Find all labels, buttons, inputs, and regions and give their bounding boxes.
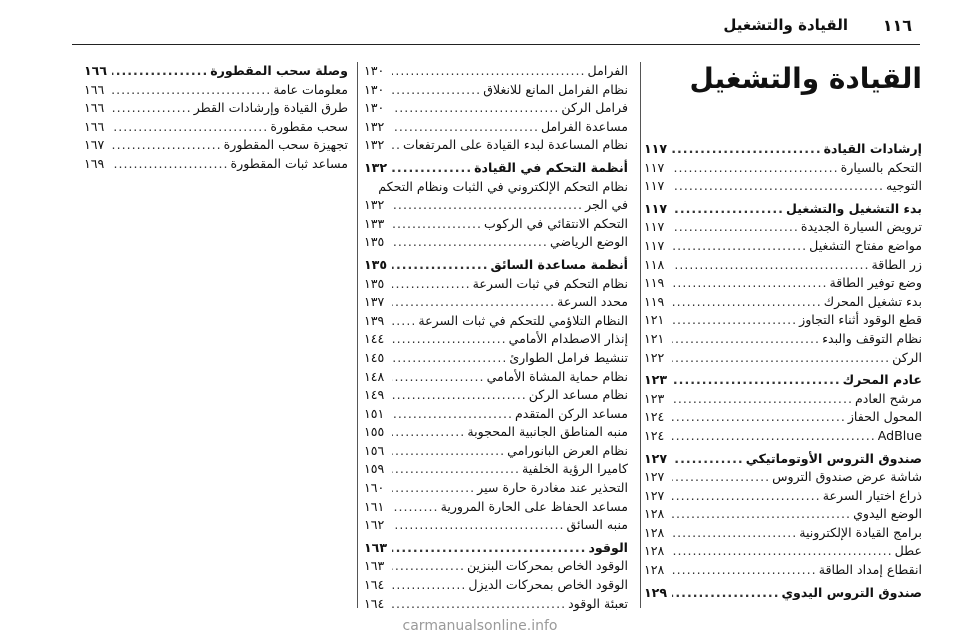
toc-entry-label: قطع الوقود أثناء التجاوز bbox=[799, 312, 922, 328]
toc-page-number: ١٣٢ bbox=[364, 118, 385, 134]
toc-page-number: ١١٧ bbox=[644, 141, 668, 156]
toc-entry[interactable] bbox=[644, 256, 922, 275]
toc-entry-label: الوقود الخاص بمحركات البنزين bbox=[466, 558, 628, 574]
dot-leader bbox=[392, 479, 475, 498]
dot-leader bbox=[672, 349, 890, 368]
dot-leader bbox=[672, 584, 780, 603]
toc-page-number: ١٢٣ bbox=[644, 372, 668, 388]
dot-leader bbox=[672, 256, 870, 275]
toc-page-number: ١٣٢ bbox=[364, 137, 385, 153]
toc-entry[interactable] bbox=[364, 405, 628, 424]
dot-leader bbox=[672, 311, 797, 330]
toc-entry-label: بدء التشغيل والتشغيل bbox=[785, 200, 922, 216]
dot-leader bbox=[392, 196, 583, 215]
dot-leader bbox=[672, 505, 851, 524]
dot-leader bbox=[392, 312, 416, 331]
toc-page-number: ١١٧ bbox=[644, 159, 665, 175]
toc-column-middle bbox=[364, 62, 628, 613]
toc-page-number: ١٣٠ bbox=[364, 100, 385, 116]
toc-entry-label: المحول الحفاز bbox=[847, 409, 922, 425]
toc-entry[interactable] bbox=[644, 468, 922, 487]
dot-leader bbox=[672, 468, 770, 487]
dot-leader bbox=[672, 177, 884, 196]
toc-entry[interactable] bbox=[364, 275, 628, 294]
toc-entry[interactable] bbox=[84, 118, 348, 137]
toc-entry[interactable] bbox=[364, 423, 628, 442]
toc-page-number: ١٢٧ bbox=[644, 450, 668, 466]
toc-page-number: ١٦٦ bbox=[84, 81, 105, 97]
dot-leader bbox=[112, 81, 271, 100]
dot-leader bbox=[392, 215, 482, 234]
toc-page-number: ١٢١ bbox=[644, 312, 665, 328]
dot-leader bbox=[392, 349, 507, 368]
toc-entry[interactable] bbox=[84, 99, 348, 118]
toc-entry-label: طرق القيادة وإرشادات القطر bbox=[193, 100, 348, 116]
toc-entry[interactable] bbox=[644, 408, 922, 427]
dot-leader bbox=[392, 62, 586, 81]
toc-entry[interactable] bbox=[364, 368, 628, 387]
toc-entry-label: انقطاع إمداد الطاقة bbox=[818, 562, 922, 578]
toc-page-number: ١١٧ bbox=[644, 200, 668, 216]
toc-list-left bbox=[84, 62, 348, 174]
dot-leader bbox=[672, 159, 839, 178]
dot-leader bbox=[672, 408, 846, 427]
toc-entry-label: شاشة عرض صندوق التروس bbox=[772, 469, 922, 485]
toc-entry-label: كاميرا الرؤية الخلفية bbox=[521, 461, 628, 477]
toc-entry-label: AdBlue bbox=[877, 427, 922, 443]
toc-entry-label: الوضع اليدوي bbox=[853, 506, 922, 522]
toc-page-number: ١٣٥ bbox=[364, 256, 388, 272]
toc-page-number: ١٤٩ bbox=[364, 387, 385, 403]
toc-page-number: ١٦٠ bbox=[364, 480, 385, 496]
toc-entry-label: ذراع اختيار السرعة bbox=[822, 487, 922, 503]
dot-leader bbox=[112, 62, 208, 81]
toc-page-number: ١٢٨ bbox=[644, 543, 665, 559]
page-number: ١١٦ bbox=[882, 16, 912, 35]
toc-entry-label: مساعد الركن المتقدم bbox=[514, 405, 628, 421]
toc-page-number: ١١٧ bbox=[644, 178, 665, 194]
dot-leader bbox=[392, 460, 520, 479]
toc-page-number: ١٣٣ bbox=[364, 215, 385, 231]
toc-entry-label: مساعدة الفرامل bbox=[541, 118, 628, 134]
toc-page-number: ١٥٦ bbox=[364, 442, 385, 458]
toc-entry[interactable] bbox=[364, 557, 628, 576]
toc-entry-label: وضع توفير الطاقة bbox=[829, 275, 922, 291]
toc-entry[interactable] bbox=[364, 386, 628, 405]
toc-entry[interactable] bbox=[644, 561, 922, 580]
toc-entry-label: الوقود الخاص بمحركات الديزل bbox=[468, 577, 628, 593]
toc-page-number: ١١٩ bbox=[644, 293, 665, 309]
toc-page-number: ١٦١ bbox=[364, 498, 385, 514]
dot-leader bbox=[392, 516, 564, 535]
dot-leader bbox=[112, 155, 229, 174]
toc-entry-label: التحكم بالسيارة bbox=[840, 159, 922, 175]
toc-entry-label: إرشادات القيادة bbox=[823, 141, 922, 156]
dot-leader bbox=[392, 423, 465, 442]
toc-page-number: ١١٧ bbox=[644, 219, 665, 235]
toc-entry-label: ترويض السيارة الجديدة bbox=[800, 219, 922, 235]
toc-page-number: ١١٩ bbox=[644, 275, 665, 291]
toc-entry[interactable] bbox=[364, 99, 628, 118]
footer-watermark: carmanualsonline.info bbox=[402, 618, 558, 634]
toc-entry-label: عطل bbox=[894, 543, 922, 559]
toc-page-number: ١٣٥ bbox=[364, 234, 385, 250]
toc-entry-label: الوضع الرياضي bbox=[549, 234, 628, 250]
toc-entry-label: فرامل الركن bbox=[561, 100, 628, 116]
dot-leader bbox=[392, 275, 471, 294]
toc-entry-label: التحكم الانتقائي في الركوب bbox=[484, 215, 628, 231]
toc-page-number: ١٣٧ bbox=[364, 294, 385, 310]
toc-entry-label: الوقود bbox=[588, 539, 628, 555]
toc-entry-label: نظام مساعد الركن bbox=[528, 387, 628, 403]
toc-page-number: ١٦٦ bbox=[84, 100, 105, 116]
toc-entry[interactable] bbox=[364, 178, 628, 197]
toc-entry[interactable] bbox=[84, 155, 348, 174]
toc-entry-label: محدد السرعة bbox=[557, 294, 628, 310]
toc-entry-label: الفرامل bbox=[587, 63, 628, 78]
toc-page-number: ١٢٩ bbox=[644, 584, 668, 600]
toc-entry[interactable] bbox=[364, 215, 628, 234]
toc-entry-label: الركن bbox=[892, 349, 922, 365]
toc-entry-label: سحب مقطورة bbox=[270, 118, 348, 134]
dot-leader bbox=[672, 561, 817, 580]
toc-entry-label: منبه السائق bbox=[566, 517, 628, 533]
toc-page-number: ١٢٨ bbox=[644, 562, 665, 578]
toc-entry[interactable] bbox=[644, 159, 922, 178]
dot-leader bbox=[672, 293, 822, 312]
dot-leader bbox=[392, 595, 566, 614]
dot-leader bbox=[672, 524, 797, 543]
toc-entry-label: أنظمة التحكم في القيادة bbox=[474, 159, 628, 175]
dot-leader bbox=[392, 368, 485, 387]
toc-page-number: ١٦٧ bbox=[84, 137, 105, 153]
toc-entry[interactable] bbox=[644, 293, 922, 312]
toc-section-entry[interactable] bbox=[364, 256, 628, 275]
toc-entry-label: نظام حماية المشاة الأمامي bbox=[486, 368, 628, 384]
toc-page-number: ١٣٢ bbox=[364, 159, 388, 175]
dot-leader bbox=[392, 81, 481, 100]
toc-section-entry[interactable] bbox=[644, 584, 922, 603]
toc-entry[interactable] bbox=[644, 330, 922, 349]
toc-page-number: ١٣٢ bbox=[364, 197, 385, 213]
dot-leader bbox=[112, 99, 192, 118]
toc-entry-label: تنشيط فرامل الطوارئ bbox=[509, 349, 628, 365]
toc-entry[interactable] bbox=[364, 81, 628, 100]
toc-entry-label: نظام التحكم الإلكتروني في الثبات ونظام التحكم bbox=[378, 178, 628, 194]
toc-entry[interactable] bbox=[364, 349, 628, 368]
dot-leader bbox=[672, 371, 841, 390]
toc-page-number: ١٥٥ bbox=[364, 424, 385, 440]
dot-leader bbox=[672, 390, 853, 409]
toc-entry[interactable] bbox=[364, 330, 628, 349]
dot-leader bbox=[392, 498, 439, 517]
toc-page-number: ١٢٨ bbox=[644, 506, 665, 522]
toc-entry-label: النظام التلاؤمي للتحكم في ثبات السرعة bbox=[418, 312, 628, 328]
toc-entry-label: صندوق التروس اليدوي bbox=[781, 584, 922, 600]
chapter-title: القيادة والتشغيل bbox=[689, 62, 922, 95]
toc-section-entry[interactable] bbox=[84, 62, 348, 81]
toc-entry[interactable] bbox=[84, 81, 348, 100]
toc-entry[interactable] bbox=[364, 576, 628, 595]
toc-entry-label: تجهيزة سحب المقطورة bbox=[223, 137, 348, 153]
toc-page-number: ١٤٤ bbox=[364, 331, 385, 347]
dot-leader bbox=[392, 405, 513, 424]
toc-entry-label: مساعد ثبات المقطورة bbox=[230, 155, 348, 171]
toc-page-number: ١٣٠ bbox=[364, 63, 385, 78]
dot-leader bbox=[672, 218, 799, 237]
toc-list-middle bbox=[364, 62, 628, 613]
toc-entry[interactable] bbox=[644, 427, 922, 446]
toc-entry-label: أنظمة مساعدة السائق bbox=[490, 256, 628, 272]
toc-entry-label: منبه المناطق الجانبية المحجوبة bbox=[467, 424, 628, 440]
toc-entry[interactable] bbox=[364, 118, 628, 137]
toc-page-number: ١٣٩ bbox=[364, 312, 385, 328]
toc-page-number: ١١٧ bbox=[644, 237, 665, 253]
dot-leader bbox=[112, 136, 222, 155]
column-divider bbox=[357, 62, 358, 608]
toc-entry[interactable] bbox=[364, 595, 628, 614]
running-title: القيادة والتشغيل bbox=[723, 16, 848, 34]
column-divider bbox=[640, 62, 641, 608]
toc-entry[interactable] bbox=[644, 274, 922, 293]
dot-leader bbox=[392, 539, 586, 558]
toc-section-entry[interactable] bbox=[644, 200, 922, 219]
dot-leader bbox=[392, 118, 539, 137]
toc-entry[interactable] bbox=[644, 218, 922, 237]
dot-leader bbox=[392, 557, 465, 576]
dot-leader bbox=[392, 293, 555, 312]
dot-leader bbox=[392, 159, 472, 178]
toc-section-entry[interactable] bbox=[644, 450, 922, 469]
toc-entry[interactable] bbox=[644, 505, 922, 524]
dot-leader bbox=[392, 99, 559, 118]
toc-page-number: ١٢٧ bbox=[644, 469, 665, 485]
toc-page-number: ١٦٤ bbox=[364, 577, 385, 593]
toc-list-right bbox=[644, 140, 922, 602]
dot-leader bbox=[392, 136, 401, 155]
toc-page-number: ١٥١ bbox=[364, 405, 385, 421]
dot-leader bbox=[672, 274, 827, 293]
toc-entry-label: عادم المحرك bbox=[842, 372, 922, 388]
toc-column-left bbox=[84, 62, 348, 174]
dot-leader bbox=[392, 442, 505, 461]
toc-entry-label: صندوق التروس الأوتوماتيكي bbox=[745, 450, 922, 466]
toc-entry-label: مواضع مفتاح التشغيل bbox=[809, 237, 922, 253]
toc-page-number: ١٢٣ bbox=[644, 390, 665, 406]
toc-section-entry[interactable] bbox=[364, 539, 628, 558]
toc-page-number: ١٣٠ bbox=[364, 81, 385, 97]
toc-entry[interactable] bbox=[364, 442, 628, 461]
toc-entry[interactable] bbox=[364, 516, 628, 535]
toc-entry[interactable] bbox=[644, 349, 922, 368]
toc-entry[interactable] bbox=[644, 237, 922, 256]
toc-page-number: ١٢٧ bbox=[644, 487, 665, 503]
toc-page-number: ١٣٥ bbox=[364, 275, 385, 291]
toc-entry-label: بدء تشغيل المحرك bbox=[823, 293, 922, 309]
toc-entry-label: نظام التحكم في ثبات السرعة bbox=[472, 275, 628, 291]
toc-section-entry[interactable] bbox=[644, 371, 922, 390]
header-rule bbox=[72, 44, 920, 45]
toc-column-right bbox=[644, 62, 922, 602]
toc-entry[interactable] bbox=[364, 196, 628, 215]
dot-leader bbox=[672, 330, 820, 349]
dot-leader bbox=[672, 542, 893, 561]
toc-entry-label: مرشح العادم bbox=[854, 390, 922, 406]
toc-entry[interactable] bbox=[644, 311, 922, 330]
dot-leader bbox=[672, 140, 822, 159]
toc-page-number: ١٢١ bbox=[644, 330, 665, 346]
toc-entry-label: نظام العرض البانورامي bbox=[507, 442, 628, 458]
toc-page-number: ١٦٦ bbox=[84, 118, 105, 134]
toc-page-number: ١٢٨ bbox=[644, 524, 665, 540]
dot-leader bbox=[672, 200, 784, 219]
dot-leader bbox=[392, 233, 548, 252]
toc-entry-label: معلومات عامة bbox=[273, 81, 348, 97]
toc-page-number: ١٦٣ bbox=[364, 539, 388, 555]
dot-leader bbox=[672, 450, 744, 469]
toc-entry[interactable] bbox=[644, 524, 922, 543]
toc-page-number: ١٢٤ bbox=[644, 427, 665, 443]
dot-leader bbox=[672, 427, 876, 446]
dot-leader bbox=[392, 256, 489, 275]
dot-leader bbox=[672, 237, 807, 256]
toc-section-entry[interactable] bbox=[364, 159, 628, 178]
toc-entry[interactable] bbox=[644, 390, 922, 409]
toc-page-number: ١٦٩ bbox=[84, 155, 105, 171]
toc-entry-label: نظام الفرامل المانع للانغلاق bbox=[483, 81, 628, 97]
dot-leader bbox=[392, 576, 466, 595]
toc-page-number: ١٥٩ bbox=[364, 461, 385, 477]
toc-page-number: ١٦٤ bbox=[364, 595, 385, 611]
toc-entry-label: نظام المساعدة لبدء القيادة على المرتفعات bbox=[402, 137, 628, 153]
toc-entry[interactable] bbox=[364, 479, 628, 498]
dot-leader bbox=[112, 118, 268, 137]
toc-entry[interactable] bbox=[644, 177, 922, 196]
dot-leader bbox=[672, 487, 821, 506]
toc-entry-label: في الجر bbox=[585, 197, 628, 213]
toc-entry-label: وصلة سحب المقطورة bbox=[210, 63, 348, 78]
toc-page-number: ١٢٤ bbox=[644, 409, 665, 425]
toc-entry[interactable] bbox=[644, 487, 922, 506]
toc-entry[interactable] bbox=[364, 293, 628, 312]
toc-entry-label: إنذار الاصطدام الأمامي bbox=[508, 331, 628, 347]
toc-entry[interactable] bbox=[364, 460, 628, 479]
toc-entry-label: مساعد الحفاظ على الحارة المرورية bbox=[440, 498, 628, 514]
toc-page-number: ١٦٢ bbox=[364, 517, 385, 533]
toc-page-number: ١٦٦ bbox=[84, 63, 108, 78]
toc-entry[interactable] bbox=[364, 136, 628, 155]
toc-entry[interactable] bbox=[364, 498, 628, 517]
toc-entry[interactable] bbox=[364, 312, 628, 331]
toc-page-number: ١٦٣ bbox=[364, 558, 385, 574]
toc-entry-label: زر الطاقة bbox=[871, 256, 922, 272]
page-header bbox=[0, 0, 960, 40]
toc-page-number: ١٢٢ bbox=[644, 349, 665, 365]
toc-entry[interactable] bbox=[364, 233, 628, 252]
toc-entry[interactable] bbox=[644, 542, 922, 561]
toc-entry-label: برامج القيادة الإلكترونية bbox=[799, 524, 922, 540]
toc-entry-label: التحذير عند مغادرة حارة سير bbox=[477, 480, 628, 496]
toc-entry[interactable] bbox=[364, 62, 628, 81]
toc-entry[interactable] bbox=[84, 136, 348, 155]
toc-page-number: ١٤٥ bbox=[364, 349, 385, 365]
toc-entry-label: نظام التوقف والبدء bbox=[822, 330, 922, 346]
toc-entry-label: تعبئة الوقود bbox=[568, 595, 628, 611]
toc-page-number: ١٤٨ bbox=[364, 368, 385, 384]
toc-entry-label: التوجيه bbox=[886, 178, 922, 194]
toc-section-entry[interactable] bbox=[644, 140, 922, 159]
toc-page-number: ١١٨ bbox=[644, 256, 665, 272]
dot-leader bbox=[392, 330, 507, 349]
dot-leader bbox=[392, 386, 527, 405]
